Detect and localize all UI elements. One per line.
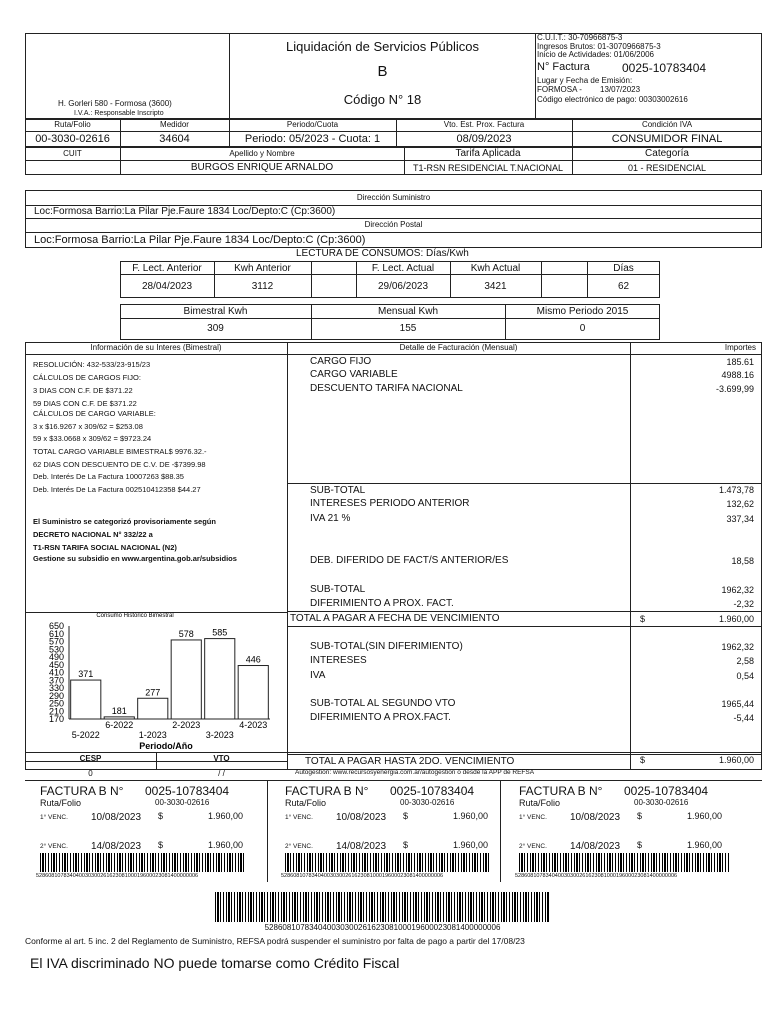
bar-value-label: 277 (145, 687, 161, 698)
y-tick-label: 410 (48, 667, 64, 678)
bar-value-label: 181 (111, 705, 127, 716)
y-tick-label: 450 (48, 659, 64, 670)
iva2-value: 0,54 (736, 671, 754, 681)
detalle-item-label: CARGO FIJO (310, 356, 372, 367)
talon-ruta-value: 00-3030-02616 (634, 798, 689, 807)
talon-venc2-label: 2° VENC. (40, 843, 68, 850)
talon-importe1: 1.960,00 (207, 811, 243, 821)
invoice-code: Código N° 18 (343, 92, 422, 107)
mismo-periodo-value: 0 (579, 323, 586, 334)
talon-venc1-value: 10/08/2023 (570, 812, 621, 823)
x-tick-label: 6-2022 (105, 720, 134, 730)
vto-small-header: VTO (213, 754, 230, 763)
iva-credito-note: El IVA discriminado NO puede tomarse como Crédito Fiscal (30, 955, 400, 971)
y-tick-label: 250 (48, 698, 64, 709)
diferimiento-label: DIFERIMIENTO A PROX. FACT. (310, 598, 454, 609)
x-tick-label: 1-2023 (138, 730, 167, 740)
info-line: 3 DIAS CON C.F. DE $371.22 (33, 386, 133, 395)
info-title: Información de su Interes (Bimestral) (90, 343, 222, 352)
periodo-value: Periodo: 05/2023 - Cuota: 1 (244, 133, 381, 145)
iva2-label: IVA (310, 670, 326, 681)
vto-value: 08/09/2023 (456, 133, 512, 145)
flect-anterior-value: 28/04/2023 (141, 281, 193, 292)
y-tick-label: 650 (48, 621, 64, 631)
periodo-header: Periodo/Cuota (286, 120, 339, 129)
cuit-header: CUIT (63, 149, 82, 158)
bar-value-label: 371 (78, 669, 94, 680)
intereses-ant-value: 132,62 (726, 499, 754, 509)
talon-currency: $ (158, 840, 164, 850)
info-bold-line: El Suministro se categorizó provisoriamente según (33, 517, 216, 526)
x-axis-label: Periodo/Año (139, 741, 193, 751)
flect-actual-header: F. Lect. Actual (371, 263, 435, 274)
sub-sindif-label: SUB-TOTAL(SIN DIFERIMIENTO) (310, 641, 463, 652)
dias-value: 62 (617, 281, 630, 292)
conforme-note: Conforme al art. 5 inc. 2 del Reglamento de Suministro, REFSA podrá suspender el suministro por falta de pago a partir del 17/08/23 (25, 936, 525, 946)
dif2-value: -5,44 (733, 713, 754, 723)
info-line: 59 DIAS CON C.F. DE $371.22 (33, 399, 137, 408)
talon-barcode-number: 52860810783404003030026162308100019600023081400000006 (281, 873, 444, 879)
mensual-header: Mensual Kwh (377, 306, 439, 317)
info-line: TOTAL CARGO VARIABLE BIMESTRAL$ 9976.32.- (33, 447, 207, 456)
categoria-header: Categoría (645, 148, 689, 159)
sub-2vto-value: 1965,44 (721, 699, 754, 709)
info-line: 62 DIAS CON DESCUENTO DE C.V. DE -$7399.98 (33, 460, 206, 469)
cuit: C.U.I.T.: 30-70966875-3 (537, 33, 623, 42)
talon-factura-label: FACTURA B N° (40, 784, 124, 798)
talon-barcode (40, 853, 245, 872)
talon-barcode (519, 853, 729, 872)
chart-bar (71, 680, 101, 719)
detalle-item-label: CARGO VARIABLE (310, 369, 398, 380)
info-line: Deb. Interés De La Factura 10007263 $88.35 (33, 472, 184, 481)
talon-ruta-label: Ruta/Folio (519, 798, 561, 808)
talon-barcode-number: 52860810783404003030026162308100019600023081400000006 (36, 873, 199, 879)
talon-currency: $ (403, 811, 409, 821)
inicio-actividades: Inicio de Actividades: 01/06/2006 (537, 50, 654, 59)
intereses-label: INTERESES (310, 655, 367, 666)
talon-venc2-value: 14/08/2023 (570, 841, 621, 852)
bar-value-label: 585 (212, 627, 228, 638)
talon-ruta-value: 00-3030-02616 (400, 798, 455, 807)
talon-importe1: 1.960,00 (452, 811, 488, 821)
ruta-value: 00-3030-02616 (35, 133, 110, 145)
categoria-value: 01 - RESIDENCIAL (627, 163, 707, 173)
intereses-ant-label: INTERESES PERIODO ANTERIOR (310, 498, 470, 509)
dias-header: Días (613, 263, 634, 274)
consumo-historico-chart (25, 608, 287, 753)
y-tick-label: 170 (48, 714, 64, 724)
x-tick-label: 2-2023 (172, 720, 201, 730)
total1-currency: $ (640, 614, 646, 624)
tarifa-value: T1-RSN RESIDENCIAL T.NACIONAL (412, 163, 564, 173)
sub-sindif-value: 1962,32 (721, 642, 754, 652)
bar-value-label: 446 (245, 654, 261, 665)
deb-diferido-value: 18,58 (731, 556, 754, 566)
talon-barcode (285, 853, 490, 872)
chart-bar (238, 666, 268, 719)
mensual-value: 155 (399, 323, 417, 334)
ingresos-brutos: Ingresos Brutos: 01-3070966875-3 (537, 42, 661, 51)
subtotal1-label: SUB-TOTAL (310, 485, 366, 496)
talon-ruta-label: Ruta/Folio (40, 798, 82, 808)
lectura-title: LECTURA DE CONSUMOS: Días/Kwh (296, 248, 469, 259)
talon-factura-value: 0025-10783404 (624, 784, 709, 798)
y-tick-label: 210 (48, 706, 64, 717)
y-tick-label: 330 (48, 683, 64, 693)
condicion-value: CONSUMIDOR FINAL (611, 133, 723, 145)
document-title: Liquidación de Servicios Públicos (286, 39, 479, 54)
info-bold-line: T1-RSN TARIFA SOCIAL NACIONAL (N2) (33, 543, 177, 552)
talon-importe1: 1.960,00 (686, 811, 722, 821)
bimestral-value: 309 (207, 323, 224, 334)
talon-currency: $ (158, 811, 164, 821)
sub-2vto-label: SUB-TOTAL AL SEGUNDO VTO (310, 698, 456, 709)
info-line: Deb. Interés De La Factura 002510412358 $44.27 (33, 485, 201, 494)
kwh-anterior-value: 3112 (251, 281, 274, 292)
importes-header: Importes (724, 343, 756, 352)
total2-currency: $ (640, 755, 646, 765)
cesp-header: CESP (79, 754, 102, 763)
vto-header: Vto. Est. Prox. Factura (443, 120, 525, 129)
cesp-value: 0 (88, 769, 93, 778)
info-line: RESOLUCIÓN: 432-533/23-915/23 (33, 360, 151, 369)
tarifa-header: Tarifa Aplicada (455, 148, 521, 159)
company-address: H. Gorleri 580 - Formosa (3600) (58, 99, 172, 108)
direccion-suministro: Loc:Formosa Barrio:La Pilar Pje.Faure 1834 Loc/Depto:C (Cp:3600) (34, 206, 336, 217)
talon-venc2-value: 14/08/2023 (336, 841, 387, 852)
main-barcode (215, 892, 550, 922)
invoice-letter: B (377, 63, 388, 80)
detalle-item-value: 4988.16 (721, 370, 754, 380)
y-tick-label: 530 (48, 644, 64, 655)
chart-bar (205, 639, 235, 719)
talon-venc2-label: 2° VENC. (519, 843, 547, 850)
talon-factura-label: FACTURA B N° (519, 784, 603, 798)
mismo-periodo-header: Mismo Periodo 2015 (536, 306, 629, 317)
talon-venc2-label: 2° VENC. (285, 843, 313, 850)
nombre-value: BURGOS ENRIQUE ARNALDO (190, 162, 334, 173)
total1-value: 1.960,00 (718, 614, 754, 624)
kwh-actual-header: Kwh Actual (470, 263, 521, 274)
bimestral-header: Bimestral Kwh (183, 306, 248, 317)
codigo-pago: Código electrónico de pago: 00303002616 (537, 95, 688, 104)
talon-venc1-value: 10/08/2023 (336, 812, 387, 823)
medidor-header: Medidor (160, 120, 189, 129)
diferimiento-value: -2,32 (733, 599, 754, 609)
x-tick-label: 4-2023 (239, 720, 268, 730)
ruta-header: Ruta/Folio (54, 120, 91, 129)
info-line: CÁLCULOS DE CARGO VARIABLE: (33, 409, 156, 418)
talon-venc1-label: 1° VENC. (285, 814, 313, 821)
detalle-title: Detalle de Facturación (Mensual) (399, 343, 518, 352)
talon-importe2: 1.960,00 (207, 840, 243, 850)
kwh-actual-value: 3421 (484, 281, 507, 292)
direccion-postal-header: Dirección Postal (364, 220, 423, 229)
autogestion-note: Autogestion: www.recursosyenergia.com.ar/autogestion o desde la APP de REFSA (295, 769, 535, 776)
dif2-label: DIFERIMIENTO A PROX.FACT. (310, 712, 451, 723)
talon-venc1-value: 10/08/2023 (91, 812, 142, 823)
talon-venc1-label: 1° VENC. (519, 814, 547, 821)
talon-currency: $ (637, 811, 643, 821)
subtotal2-label: SUB-TOTAL (310, 584, 366, 595)
deb-diferido-label: DEB. DIFERIDO DE FACT/S ANTERIOR/ES (310, 555, 509, 566)
total2-label: TOTAL A PAGAR HASTA 2DO. VENCIMIENTO (305, 756, 515, 767)
x-tick-label: 5-2022 (71, 730, 100, 740)
talon-importe2: 1.960,00 (686, 840, 722, 850)
fecha-emision: 13/07/2023 (600, 85, 641, 94)
y-tick-label: 490 (48, 652, 64, 662)
talon-ruta-label: Ruta/Folio (285, 798, 327, 808)
nombre-header: Apellido y Nombre (229, 149, 295, 158)
flect-anterior-header: F. Lect. Anterior (132, 263, 202, 274)
iva-label: IVA 21 % (310, 513, 351, 524)
direccion-suministro-header: Dirección Suministro (356, 193, 431, 202)
total2-value: 1.960,00 (718, 755, 754, 765)
detalle-item-value: 185.61 (726, 357, 754, 367)
vto-small-value: / / (218, 769, 225, 778)
talon-ruta-value: 00-3030-02616 (155, 798, 210, 807)
talon-factura-value: 0025-10783404 (390, 784, 475, 798)
y-tick-label: 610 (48, 628, 64, 639)
y-tick-label: 290 (48, 690, 64, 701)
iva-responsable: I.V.A.: Responsable Inscripto (74, 110, 164, 117)
subtotal1-value: 1.473,78 (718, 485, 754, 495)
condicion-header: Condición IVA (641, 120, 693, 129)
talon-barcode-number: 52860810783404003030026162308100019600023081400000006 (515, 873, 678, 879)
subtotal2-value: 1962,32 (721, 585, 754, 595)
talon-factura-label: FACTURA B N° (285, 784, 369, 798)
info-line: 59 x $33.0668 x 309/62 = $9723.24 (33, 434, 152, 443)
detalle-item-label: DESCUENTO TARIFA NACIONAL (310, 383, 463, 394)
lugar: FORMOSA - (537, 85, 582, 94)
y-tick-label: 570 (48, 636, 64, 647)
info-bold-line: DECRETO NACIONAL N° 332/22 a (33, 530, 153, 539)
talon-venc1-label: 1° VENC. (40, 814, 68, 821)
detalle-item-value: -3.699,99 (715, 384, 754, 394)
y-tick-label: 370 (48, 675, 64, 686)
kwh-anterior-header: Kwh Anterior (234, 263, 291, 274)
lugar-fecha-label: Lugar y Fecha de Emisión: (537, 76, 633, 85)
chart-bar (138, 698, 168, 719)
talon-venc2-value: 14/08/2023 (91, 841, 142, 852)
iva-value: 337,34 (726, 514, 754, 524)
flect-actual-value: 29/06/2023 (377, 281, 429, 292)
talon-importe2: 1.960,00 (452, 840, 488, 850)
info-line: 3 x $16.9267 x 309/62 = $253.08 (33, 422, 143, 431)
total1-label: TOTAL A PAGAR A FECHA DE VENCIMIENTO (290, 613, 500, 624)
x-tick-label: 3-2023 (205, 730, 234, 740)
talon-currency: $ (403, 840, 409, 850)
bar-value-label: 578 (178, 628, 194, 639)
main-barcode-number: 52860810783404003030026162308100019600023081400000006 (264, 923, 501, 932)
info-bold-line: Gestione su subsidio en www.argentina.gob.ar/subsidios (33, 554, 237, 563)
nfactura-label: N° Factura (537, 61, 590, 73)
intereses-value: 2,58 (736, 656, 754, 666)
nfactura-value: 0025-10783404 (622, 61, 707, 75)
talon-factura-value: 0025-10783404 (145, 784, 230, 798)
chart-bar (104, 717, 134, 719)
talon-currency: $ (637, 840, 643, 850)
chart-bar (171, 640, 201, 719)
direccion-postal: Loc:Formosa Barrio:La Pilar Pje.Faure 1834 Loc/Depto:C (Cp:3600) (34, 234, 366, 246)
medidor-value: 34604 (159, 133, 190, 145)
info-line: CÁLCULOS DE CARGOS FIJO: (33, 373, 141, 382)
chart-title: Consumo Historico Bimestral (96, 613, 174, 619)
